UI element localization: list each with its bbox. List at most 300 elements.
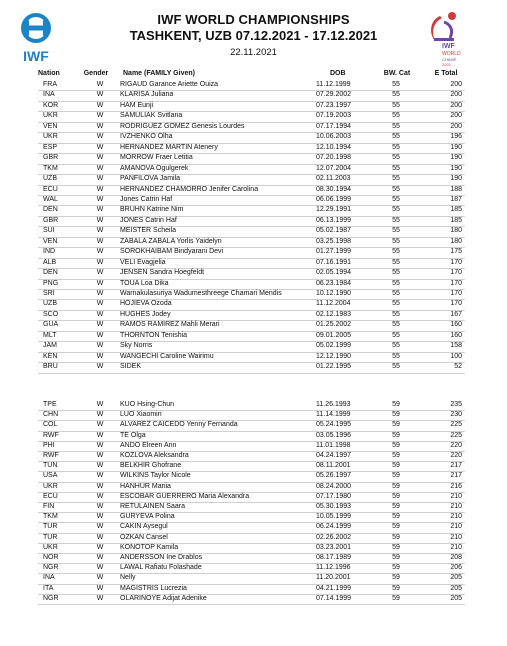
nation-cell: GBR (43, 216, 59, 224)
e-total-cell: 235 (450, 401, 462, 408)
nation-cell: MLT (43, 331, 57, 339)
nation-cell: ESP (43, 143, 58, 151)
dob-cell: 12.12.1990 (316, 352, 352, 360)
dob-cell: 10.05.1999 (316, 513, 352, 521)
dob-cell: 10.12.1990 (316, 290, 352, 297)
table-row (0, 461, 507, 471)
gender-cell: W (96, 543, 104, 551)
e-total-cell: 190 (450, 154, 462, 162)
name-cell: TE Olga (120, 431, 146, 439)
dob-cell: 05.26.1997 (316, 472, 352, 480)
gender-cell: W (96, 143, 104, 151)
dob-cell: 04.24.1997 (316, 452, 352, 459)
name-cell: KUO Hsing-Chun (120, 401, 175, 408)
dob-cell: 05.02.1999 (316, 342, 352, 350)
bw-cat-cell: 55 (392, 143, 400, 151)
name-cell: OZKAN Cansel (120, 533, 168, 541)
dob-cell: 06.13.1999 (316, 216, 352, 224)
name-cell: IVZHENKO Olha (120, 133, 173, 141)
bw-cat-cell: 55 (392, 112, 400, 120)
e-total-cell: 52 (454, 363, 462, 371)
name-cell: VELI Evagjelia (120, 258, 166, 266)
bw-cat-cell: 55 (392, 363, 400, 371)
nation-cell: ALB (43, 258, 57, 266)
e-total-cell: 175 (450, 248, 462, 256)
dob-cell: 06.23.1984 (316, 279, 352, 287)
col-gender: Gender (83, 70, 109, 77)
name-cell: JONES Catrin Haf (120, 216, 177, 224)
nation-cell: ITA (43, 584, 54, 592)
dob-cell: 11.20.2001 (316, 574, 351, 582)
name-cell: LAWAL Rafiatu Folashade (120, 564, 202, 572)
gender-cell: W (96, 269, 104, 277)
dob-cell: 01.25.2002 (316, 321, 352, 329)
dob-cell: 08.30.1994 (316, 185, 352, 193)
dob-cell: 11.12.1996 (316, 564, 351, 572)
name-cell: WILKINS Taylor Nicole (120, 472, 191, 480)
row-divider (38, 604, 465, 605)
nation-cell: KEN (43, 352, 58, 360)
gender-cell: W (96, 310, 104, 318)
table-row (0, 205, 507, 215)
e-total-cell: 210 (450, 543, 462, 551)
name-cell: HOJIEVA Ozoda (120, 300, 172, 308)
e-total-cell: 200 (450, 91, 462, 99)
table-row (0, 153, 507, 163)
bw-cat-cell: 55 (392, 91, 400, 99)
dob-cell: 11.14.1999 (316, 411, 351, 419)
name-cell: MEISTER Scheila (120, 227, 177, 235)
gender-cell: W (96, 342, 104, 350)
gender-cell: W (96, 300, 104, 308)
dob-cell: 02.12.1983 (316, 310, 352, 318)
gender-cell: W (96, 523, 104, 531)
bw-cat-cell: 59 (392, 441, 400, 449)
dob-cell: 03.05.1996 (316, 431, 352, 439)
e-total-cell: 217 (450, 462, 462, 470)
nation-cell: UKR (43, 112, 58, 120)
bw-cat-cell: 55 (392, 206, 400, 214)
table-header (0, 70, 507, 80)
nation-cell: FRA (43, 81, 57, 88)
nation-cell: TKM (43, 164, 58, 172)
nation-cell: ECU (43, 492, 58, 500)
table-row (0, 362, 507, 372)
dob-cell: 11.26.1993 (316, 401, 351, 408)
table-row (0, 216, 507, 226)
name-cell: Sky Norris (120, 342, 153, 350)
nation-cell: SCO (43, 310, 59, 318)
e-total-cell: 210 (450, 523, 462, 531)
table-row (0, 320, 507, 330)
dob-cell: 07.17.1994 (316, 122, 352, 130)
name-cell: Warnakulasuriya Wadumesthreege Chamari Mendis (120, 290, 282, 297)
gender-cell: W (96, 195, 104, 203)
table-row (0, 522, 507, 532)
dob-cell: 02.11.2003 (316, 175, 351, 183)
e-total-cell: 200 (450, 122, 462, 130)
name-cell: TOUA Loa Dika (120, 279, 169, 287)
nation-cell: PNG (43, 279, 59, 287)
dob-cell: 05.30.1993 (316, 503, 352, 510)
bw-cat-cell: 59 (392, 492, 400, 500)
dob-cell: 07.29.2002 (316, 91, 352, 99)
bw-cat-cell: 59 (392, 472, 400, 480)
table-row (0, 268, 507, 278)
gender-cell: W (96, 431, 104, 439)
e-total-cell: 205 (450, 574, 462, 582)
bw-cat-cell: 55 (392, 195, 400, 203)
e-total-cell: 225 (450, 431, 462, 439)
dob-cell: 07.23.1997 (316, 101, 352, 109)
name-cell: RODRIGUEZ GOMEZ Genesis Lourdes (120, 122, 245, 130)
gender-cell: W (96, 441, 104, 449)
name-cell: ESCOBAR GUERRERO Maria Alexandra (120, 492, 250, 500)
col-name: Name (FAMILY Given) (123, 70, 195, 77)
nation-cell: TUR (43, 523, 58, 531)
nation-cell: KOR (43, 101, 59, 109)
event-logo-world: WORLD (442, 51, 461, 57)
dob-cell: 03.23.2001 (316, 543, 352, 551)
gender-cell: W (96, 237, 104, 245)
table-row (0, 174, 507, 184)
nation-cell: UZB (43, 300, 57, 308)
name-cell: JENSEN Sandra Hoegfeldt (120, 269, 205, 277)
bw-cat-cell: 59 (392, 462, 400, 470)
bw-cat-cell: 55 (392, 269, 400, 277)
nation-cell: TPE (43, 401, 57, 408)
nation-cell: TUR (43, 533, 58, 541)
e-total-cell: 196 (450, 133, 462, 141)
table-row (0, 80, 507, 90)
e-total-cell: 210 (450, 533, 462, 541)
nation-cell: UKR (43, 482, 58, 490)
nation-cell: FIN (43, 503, 55, 510)
bw-cat-cell: 55 (392, 227, 400, 235)
e-total-cell: 200 (450, 81, 462, 88)
bw-cat-cell: 55 (392, 352, 400, 360)
bw-cat-cell: 59 (392, 533, 400, 541)
nation-cell: RWF (43, 452, 59, 459)
bw-cat-cell: 55 (392, 237, 400, 245)
table-row (0, 90, 507, 100)
gender-cell: W (96, 452, 104, 459)
nation-cell: CHN (43, 411, 59, 419)
name-cell: KONOTOP Kamila (120, 543, 179, 551)
bw-cat-cell: 55 (392, 185, 400, 193)
nation-cell: ECU (43, 185, 58, 193)
table-row (0, 543, 507, 553)
gender-cell: W (96, 164, 104, 172)
name-cell: GURYEVA Polina (120, 513, 175, 521)
gender-cell: W (96, 352, 104, 360)
dob-cell: 06.06.1999 (316, 195, 352, 203)
e-total-cell: 170 (450, 279, 462, 287)
dob-cell: 08.17.1989 (316, 554, 352, 561)
e-total-cell: 206 (450, 564, 462, 572)
nation-cell: GUA (43, 321, 59, 329)
dob-cell: 01.27.1999 (316, 248, 352, 256)
table-row (0, 195, 507, 205)
dob-cell: 12.10.1994 (316, 143, 352, 151)
col-e-total: E Total (434, 70, 458, 77)
gender-cell: W (96, 258, 104, 266)
e-total-cell: 170 (450, 290, 462, 297)
bw-cat-cell: 59 (392, 564, 400, 572)
name-cell: SOROKHAIBAM Bindyarani Devi (120, 248, 224, 256)
e-total-cell: 190 (450, 164, 462, 172)
table-row (0, 584, 507, 594)
gender-cell: W (96, 482, 104, 490)
dob-cell: 02.26.2002 (316, 533, 352, 541)
doc-subtitle: TASHKENT, UZB 07.12.2021 - 17.12.2021 (129, 28, 378, 43)
nation-cell: TKM (43, 513, 58, 521)
e-total-cell: 220 (450, 452, 462, 459)
dob-cell: 07.19.2003 (316, 112, 352, 120)
bw-cat-cell: 59 (392, 554, 400, 561)
nation-cell: VEN (43, 237, 58, 245)
gender-cell: W (96, 594, 104, 602)
table-row (0, 310, 507, 320)
table-row (0, 352, 507, 362)
dob-cell: 07.17.1980 (316, 492, 352, 500)
e-total-cell: 185 (450, 216, 462, 224)
table-row (0, 143, 507, 153)
e-total-cell: 185 (450, 206, 462, 214)
e-total-cell: 167 (450, 310, 462, 318)
nation-cell: NOR (43, 554, 59, 561)
bw-cat-cell: 59 (392, 452, 400, 459)
table-row (0, 431, 507, 441)
e-total-cell: 158 (450, 342, 462, 350)
dob-cell: 06.24.1999 (316, 523, 352, 531)
gender-cell: W (96, 206, 104, 214)
bw-cat-cell: 59 (392, 411, 400, 419)
gender-cell: W (96, 472, 104, 480)
bw-cat-cell: 59 (392, 543, 400, 551)
nation-cell: SRI (43, 290, 55, 297)
table-row (0, 185, 507, 195)
col-bw-cat: BW. Cat (383, 70, 411, 77)
gender-cell: W (96, 331, 104, 339)
name-cell: CAKIN Aysegul (120, 523, 168, 531)
nation-cell: WAL (43, 195, 58, 203)
dob-cell: 12.29.1991 (316, 206, 352, 214)
nation-cell: GBR (43, 154, 59, 162)
dob-cell: 07.14.1999 (316, 594, 352, 602)
gender-cell: W (96, 401, 104, 408)
dob-cell: 02.05.1994 (316, 269, 352, 277)
e-total-cell: 180 (450, 227, 462, 235)
gender-cell: W (96, 492, 104, 500)
e-total-cell: 190 (450, 175, 462, 183)
name-cell: MAGISTRIS Lucrezia (120, 584, 187, 592)
name-cell: SAMULIAK Svitlana (120, 112, 183, 120)
table-row (0, 563, 507, 573)
e-total-cell: 230 (450, 411, 462, 419)
name-cell: ALVAREZ CAICEDO Yenny Fernanda (120, 421, 238, 429)
bw-cat-cell: 59 (392, 523, 400, 531)
nation-cell: RWF (43, 431, 59, 439)
table-row (0, 289, 507, 299)
e-total-cell: 225 (450, 421, 462, 429)
dob-cell: 11.01.1998 (316, 441, 351, 449)
name-cell: RAMOS RAMIREZ Mahli Merari (120, 321, 220, 329)
table-row (0, 553, 507, 563)
bw-cat-cell: 55 (392, 101, 400, 109)
name-cell: ANDO Elreen Ann (120, 441, 177, 449)
e-total-cell: 180 (450, 237, 462, 245)
bw-cat-cell: 55 (392, 279, 400, 287)
table-row (0, 101, 507, 111)
e-total-cell: 220 (450, 441, 462, 449)
bw-cat-cell: 55 (392, 122, 400, 130)
table-row (0, 471, 507, 481)
gender-cell: W (96, 554, 104, 561)
name-cell: KOZLOVA Aleksandra (120, 452, 189, 459)
bw-cat-cell: 55 (392, 133, 400, 141)
bw-cat-cell: 55 (392, 331, 400, 339)
e-total-cell: 210 (450, 503, 462, 510)
gender-cell: W (96, 574, 104, 582)
table-row (0, 502, 507, 512)
nation-cell: TUN (43, 462, 58, 470)
nation-cell: VEN (43, 122, 58, 130)
table-row (0, 573, 507, 583)
dob-cell: 10.06.2003 (316, 133, 352, 141)
gender-cell: W (96, 122, 104, 130)
table-row (0, 226, 507, 236)
e-total-cell: 210 (450, 492, 462, 500)
name-cell: ANDERSSON Ine Drablos (120, 554, 203, 561)
e-total-cell: 208 (450, 554, 462, 561)
nation-cell: UKR (43, 133, 58, 141)
gender-cell: W (96, 101, 104, 109)
name-cell: RETULAINEN Saara (120, 503, 185, 510)
dob-cell: 08.11.2001 (316, 462, 351, 470)
name-cell: Nelly (120, 574, 136, 582)
gender-cell: W (96, 227, 104, 235)
bw-cat-cell: 59 (392, 513, 400, 521)
gender-cell: W (96, 248, 104, 256)
name-cell: BELKHIR Ghofrane (120, 462, 182, 470)
e-total-cell: 100 (450, 352, 462, 360)
e-total-cell: 216 (450, 482, 462, 490)
name-cell: HAM Eunji (120, 101, 154, 109)
nation-cell: UZB (43, 175, 57, 183)
name-cell: HERNANDEZ CHAMORRO Jenifer Carolina (120, 185, 259, 193)
nation-cell: INA (43, 91, 55, 99)
nation-cell: UKR (43, 543, 58, 551)
e-total-cell: 205 (450, 584, 462, 592)
nation-cell: IND (43, 248, 56, 256)
dob-cell: 04.21.1999 (316, 584, 352, 592)
nation-cell: BRU (43, 363, 58, 371)
bw-cat-cell: 55 (392, 342, 400, 350)
bw-cat-cell: 59 (392, 482, 400, 490)
name-cell: KLARISA Juliana (120, 91, 174, 99)
bw-cat-cell: 59 (392, 503, 400, 510)
nation-cell: INA (43, 574, 55, 582)
nation-cell: COL (43, 421, 58, 429)
gender-cell: W (96, 290, 104, 297)
gender-cell: W (96, 175, 104, 183)
dob-cell: 09.01.2005 (316, 331, 352, 339)
gender-cell: W (96, 133, 104, 141)
name-cell: SIDEK (120, 363, 142, 371)
name-cell: LUO Xiaomin (120, 411, 162, 419)
name-cell: HANHUR Mariia (120, 482, 171, 490)
col-nation: Nation (38, 70, 60, 77)
e-total-cell: 160 (450, 331, 462, 339)
dob-cell: 07.20.1998 (316, 154, 352, 162)
nation-cell: JAM (43, 342, 57, 350)
table-row (0, 122, 507, 132)
dob-cell: 12.07.2004 (316, 164, 352, 172)
dob-cell: 11.12.1999 (316, 81, 351, 88)
table-row (0, 132, 507, 142)
nation-cell: DEN (43, 269, 58, 277)
name-cell: BRUHN Katrine Nim (120, 206, 184, 214)
bw-cat-cell: 59 (392, 401, 400, 408)
event-logo-iwf: IWF (442, 43, 455, 50)
gender-cell: W (96, 216, 104, 224)
dob-cell: 05.24.1995 (316, 421, 352, 429)
dob-cell: 05.02.1987 (316, 227, 352, 235)
gender-cell: W (96, 513, 104, 521)
bw-cat-cell: 59 (392, 421, 400, 429)
name-cell: Jones Catrin Haf (120, 195, 173, 203)
gender-cell: W (96, 321, 104, 329)
dob-cell: 11.12.2004 (316, 300, 351, 308)
name-cell: HUGHES Jodey (120, 310, 171, 318)
nation-cell: NGR (43, 564, 59, 572)
name-cell: MORROW Fraer Letitia (120, 154, 193, 162)
iwf-logo-text: IWF (23, 48, 49, 64)
e-total-cell: 188 (450, 185, 462, 193)
dob-cell: 03.25.1998 (316, 237, 352, 245)
bw-cat-cell: 55 (392, 248, 400, 256)
table-row (0, 533, 507, 543)
dob-cell: 07.16.1991 (316, 258, 352, 266)
bw-cat-cell: 59 (392, 574, 400, 582)
bw-cat-cell: 55 (392, 175, 400, 183)
e-total-cell: 205 (450, 594, 462, 602)
gender-cell: W (96, 564, 104, 572)
gender-cell: W (96, 185, 104, 193)
gender-cell: W (96, 411, 104, 419)
table-row (0, 164, 507, 174)
bw-cat-cell: 55 (392, 154, 400, 162)
name-cell: PANFILOVA Jamila (120, 175, 181, 183)
table-row (0, 420, 507, 430)
table-row (0, 400, 507, 410)
bw-cat-cell: 55 (392, 290, 400, 297)
bw-cat-cell: 59 (392, 584, 400, 592)
table-row (0, 410, 507, 420)
gender-cell: W (96, 279, 104, 287)
table-row (0, 492, 507, 502)
name-cell: RIGAUD Garance Ariette Ouiza (120, 81, 219, 88)
e-total-cell: 200 (450, 101, 462, 109)
event-logo-year: 2021 (442, 62, 451, 67)
name-cell: THORNTON Tenishia (120, 331, 188, 339)
bw-cat-cell: 55 (392, 300, 400, 308)
e-total-cell: 210 (450, 513, 462, 521)
gender-cell: W (96, 363, 104, 371)
nation-cell: NGR (43, 594, 59, 602)
bw-cat-cell: 55 (392, 164, 400, 172)
